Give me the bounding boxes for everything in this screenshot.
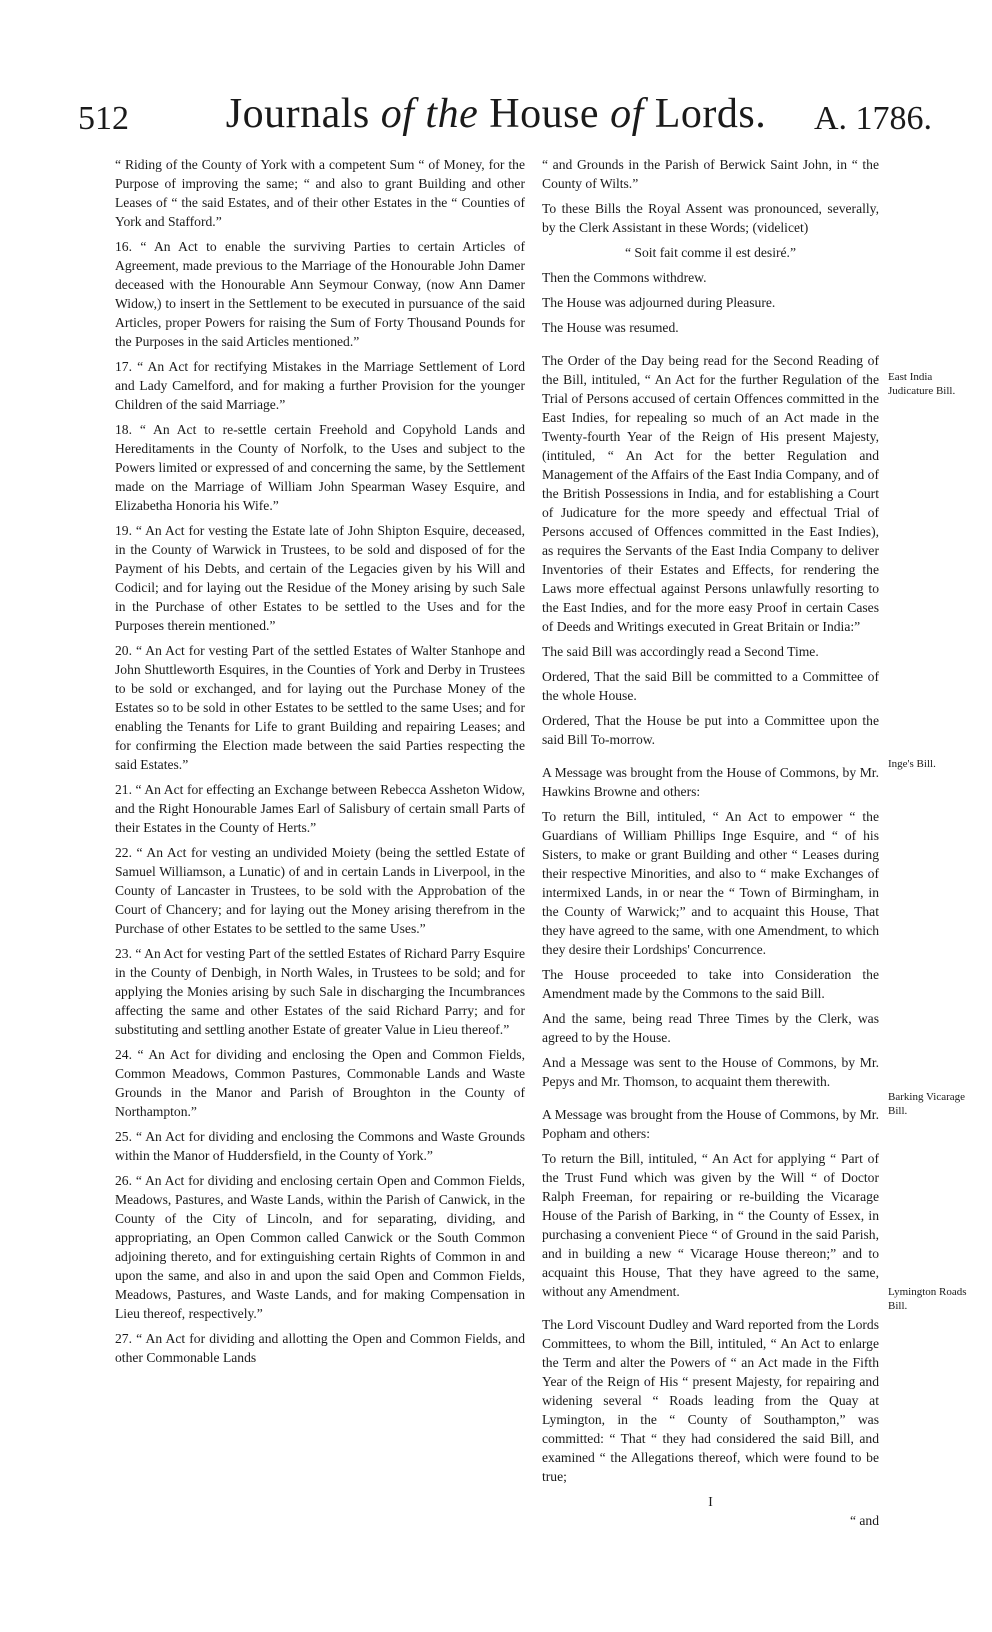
paragraph: Ordered, That the House be put into a Committee upon the said Bill To-morrow. xyxy=(542,713,879,747)
paragraph: To return the Bill, intituled, “ An Act for applying “ Part of the Trust Fund which was given by the Will “ of Doctor Ralph Freeman, for repairing or re-building the Vicarage House of the Parish of Barking, in “ the County of Essex, in purchasing a convenient Piece “ of Ground in the said Parish, and in building a new “ Vicarage House thereon;” and to acquaint this House, That they have agreed to the same, without any Amendment. xyxy=(542,1151,879,1299)
paragraph: And the same, being read Three Times by the Clerk, was agreed to by the House. xyxy=(542,1011,879,1045)
signature-mark: I xyxy=(708,1494,713,1509)
paragraph: 20. “ An Act for vesting Part of the settled Estates of Walter Stanhope and John Shuttleworth Esquires, in the Counties of York and Derby in Trustees to be sold or exchanged, and for laying out the Purchase Money of the Estates so to be sold in other Estates to be settled to the same Uses; and for enabling the Tenants for Life to grant Building and repairing Leases; and for confirming the Election made between the said Parties respecting the said Estates.” xyxy=(115,643,525,772)
paragraph: The House was adjourned during Pleasure. xyxy=(542,295,776,310)
paragraph: “ and Grounds in the Parish of Berwick Saint John, in “ the County of Wilts.” xyxy=(542,157,879,191)
page-number: 512 xyxy=(78,100,129,137)
paragraph: 21. “ An Act for effecting an Exchange between Rebecca Assheton Widow, and the Right Honourable James Earl of Salisbury of certain small Parts of their Estates in the County of Herts.” xyxy=(115,782,525,835)
paragraph: 18. “ An Act to re-settle certain Freehold and Copyhold Lands and Hereditaments in the County of Norfolk, to the Uses and subject to the Powers limited or expressed of and concerning the same, by the Settlement made on the Marriage of William John Spearman Wasey Esquire, and Elizabetha Honoria his Wife.” xyxy=(115,422,525,513)
paragraph-inge: A Message was brought from the House of Commons, by Mr. Hawkins Browne and others: xyxy=(542,765,879,799)
catchword: “ and xyxy=(849,1513,879,1528)
paragraph: 19. “ An Act for vesting the Estate late of John Shipton Esquire, deceased, in the County of Warwick in Trustees, to be sold and disposed of for the Payment of his Debts, and certain of the Legacies given by his Will and Codicil; and for laying out the Residue of the Money arising by such Sale in the Purchase of other Estates to be settled to the Uses and for the Purposes therein mentioned.” xyxy=(115,523,525,633)
paragraph: 25. “ An Act for dividing and enclosing the Commons and Waste Grounds within the Manor of Huddersfield, in the County of York.” xyxy=(115,1129,525,1163)
paragraph: 24. “ An Act for dividing and enclosing the Open and Common Fields, Common Meadows, Common Pastures, Commonable Lands and Waste Grounds in the Manor and Parish of Broughton in the County of Northampton.” xyxy=(115,1047,525,1119)
paragraph: And a Message was sent to the House of Commons, by Mr. Pepys and Mr. Thomson, to acquaint them therewith. xyxy=(542,1055,879,1089)
paragraph: Then the Commons withdrew. xyxy=(542,270,707,285)
royal-assent-formula: “ Soit fait comme il est desiré.” xyxy=(624,245,796,260)
paragraph: 17. “ An Act for rectifying Mistakes in the Marriage Settlement of Lord and Lady Camelford, and for making a further Provision for the younger Children of the said Marriage.” xyxy=(115,359,525,412)
paragraph: 22. “ An Act for vesting an undivided Moiety (being the settled Estate of Samuel Williamson, a Lunatic) of and in certain Lands in Liverpool, in the County of Lancaster in Trustees, to be sold with the Approbation of the Court of Chancery; and for laying out the Money arising therefrom in the Purchase of other Estates to be settled to the same Uses.” xyxy=(115,845,525,936)
paragraph: 27. “ An Act for dividing and allotting the Open and Common Fields, and other Commonable Lands xyxy=(115,1331,525,1365)
margin-note-lymington: Lymington Roads Bill. xyxy=(888,1286,967,1312)
paragraph: The House was resumed. xyxy=(542,320,679,335)
paragraph-east-india: The Order of the Day being read for the Second Reading of the Bill, intituled, “ An Act for the further Regulation of the Trial of Persons accused of certain Offences committed in the East Indies, for repealing so much of an Act made in the Twenty-fourth Year of the Reign of His present Majesty, (intituled, “ An Act for the better Regulation and Management of the Affairs of the East India Company, and of the British Possessions in India, and for establishing a Court of Judicature for the more speedy and effectual Trial of Persons accused of Offences committed in the East Indies), as requires the Servants of the East India Company to deliver Inventories of their Estates and Effects, for rendering the Laws more effectual against Persons unlawfully resorting to the East Indies, and for the more easy Proof in certain Cases of Deeds and Writings executed in Great Britain or India:” xyxy=(542,353,879,634)
paragraph: 16. “ An Act to enable the surviving Parties to certain Articles of Agreement, made previous to the Marriage of the Honourable John Damer deceased with the Honourable Ann Seymour Conway, (now Ann Damer Widow,) to insert in the Settlement to be executed in pursuance of the said Articles, proper Powers for raising the Sum of Forty Thousand Pounds for the Purposes in the said Articles mentioned.” xyxy=(115,239,525,349)
margin-note-east-india: East India Judicature Bill. xyxy=(888,371,956,397)
paragraph-barking: A Message was brought from the House of Commons, by Mr. Popham and others: xyxy=(542,1107,879,1141)
paragraph: Ordered, That the said Bill be committed to a Committee of the whole House. xyxy=(542,669,879,703)
paragraph-lymington: The Lord Viscount Dudley and Ward reported from the Lords Committees, to whom the Bill, intituled, “ An Act to enlarge the Term and alter the Powers of “ an Act made in the Fifth Year of the Reign of His “ present Majesty, for repairing and widening several “ Roads leading from the Quay at Lymington, in the “ County of Southampton,” was committed: “ That “ they had considered the said Bill, and examined “ the Allegations thereof, which were found to be true; xyxy=(542,1317,879,1484)
margin-note-barking: Barking Vicarage Bill. xyxy=(888,1091,966,1117)
margin-note-inge: Inge's Bill. xyxy=(888,758,936,770)
left-column xyxy=(115,155,525,1373)
paragraph: 26. “ An Act for dividing and enclosing certain Open and Common Fields, Meadows, Pastures, and Waste Lands, within the Parish of Canwick, in the County of the City of Lincoln, and for separating, dividing, and appropriating, an Open Common called Canwick or the South Common adjoining thereto, and for extinguishing certain Rights of Common in and upon the same, and also in and upon the said Open and Common Fields, Meadows, Pastures, and Waste Lands, and for making Compensation in Lieu thereof, respectively.” xyxy=(115,1173,525,1321)
paragraph: 23. “ An Act for vesting Part of the settled Estates of Richard Parry Esquire in the County of Denbigh, in North Wales, in Trustees to be sold; and for applying the Monies arising by such Sale in discharging the Incumbrances affecting the same and other Estates of the said Richard Parry; and for substituting and settling another Estate of greater Value in Lieu thereof.” xyxy=(115,946,525,1037)
page-header xyxy=(0,86,992,146)
paragraph: “ Riding of the County of York with a competent Sum “ of Money, for the Purpose of improving the same; “ and also to grant Building and other Leases of “ the said Estates, and of their other Estates in the “ Counties of York and Stafford.” xyxy=(115,157,525,229)
paragraph: The House proceeded to take into Consideration the Amendment made by the Commons to the said Bill. xyxy=(542,967,879,1001)
year: A. 1786. xyxy=(813,100,932,137)
right-column xyxy=(542,155,879,1530)
paragraph: The said Bill was accordingly read a Second Time. xyxy=(542,644,819,659)
paragraph: To return the Bill, intituled, “ An Act to empower “ the Guardians of William Phillips Inge Esquire, and “ of his Sisters, to make or grant Building and other “ Leases during their respective Minorities, and also to “ make Exchanges of intermixed Lands, in or near the “ Town of Birmingham, in the County of Warwick;” and to acquaint this House, That they have agreed to the same, with one Amendment, to which they desire their Lordships' Concurrence. xyxy=(542,809,879,957)
paragraph: To these Bills the Royal Assent was pronounced, severally, by the Clerk Assistant in these Words; (videlicet) xyxy=(542,201,879,235)
journal-title: Journals of the House of Lords. xyxy=(225,91,767,137)
